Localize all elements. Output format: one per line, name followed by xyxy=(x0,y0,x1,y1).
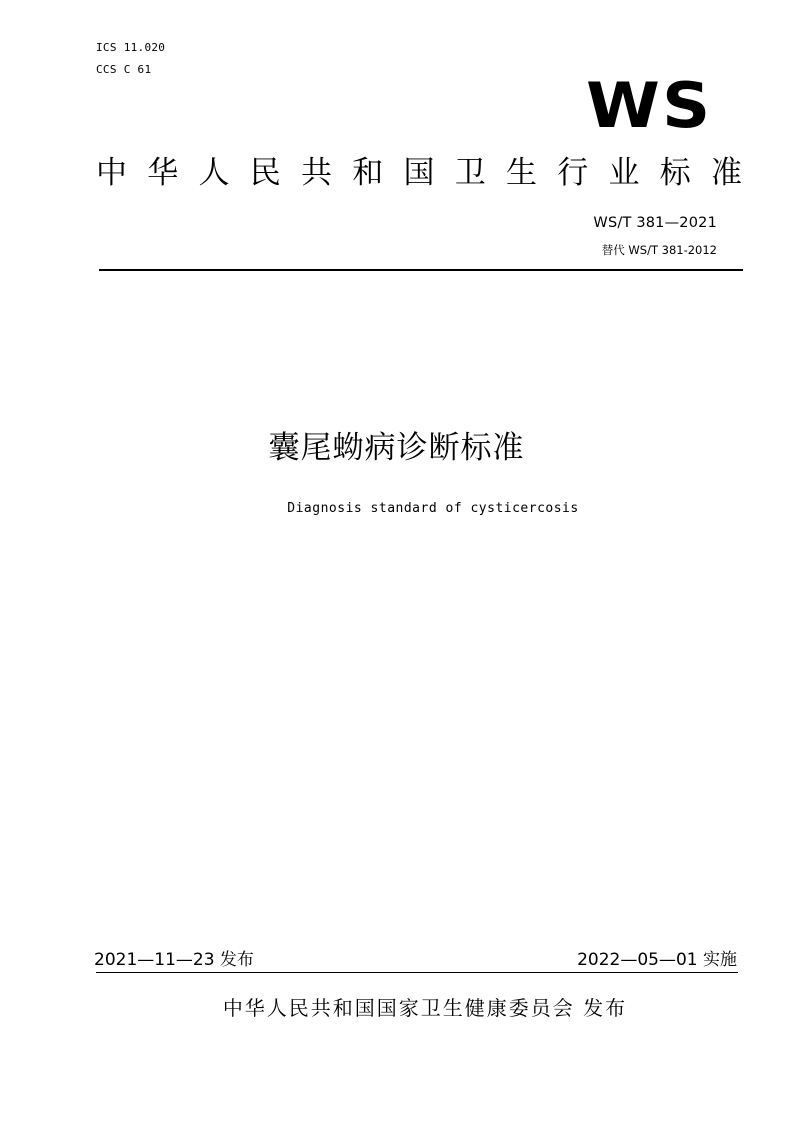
standard-category-title xyxy=(96,152,742,194)
title-char: 生 xyxy=(506,155,537,191)
ics-code: ICS 11.020 xyxy=(96,41,166,54)
implementation-date: 2022—05—01 实施 xyxy=(577,950,737,970)
standard-number: WS/T 381—2021 xyxy=(593,215,717,231)
publisher: 中华人民共和国国家卫生健康委员会 发布 xyxy=(222,996,628,1020)
title-char: 人 xyxy=(198,155,230,191)
title-char: 华 xyxy=(147,155,179,191)
title-char: 国 xyxy=(403,155,435,191)
title-char: 行 xyxy=(557,155,589,191)
title-char: 卫 xyxy=(454,155,486,191)
issue-date: 2021—11—23 发布 xyxy=(94,950,254,970)
replaces-note: 替代 WS/T 381-2012 xyxy=(601,243,717,257)
title-char: 中 xyxy=(96,155,127,191)
ccs-code: CCS C 61 xyxy=(96,63,152,76)
header-divider xyxy=(99,269,743,271)
title-char: 准 xyxy=(711,155,742,191)
title-char: 共 xyxy=(301,155,332,191)
footer-divider xyxy=(96,972,738,973)
title-char: 标 xyxy=(659,155,691,191)
document-subtitle: Diagnosis standard of cysticercosis xyxy=(287,501,579,516)
document-title: 囊尾蚴病诊断标准 xyxy=(268,430,525,466)
title-char: 和 xyxy=(352,155,384,191)
title-char: 民 xyxy=(249,155,281,191)
ws-logo: WS xyxy=(586,69,713,142)
title-char: 业 xyxy=(608,155,640,191)
